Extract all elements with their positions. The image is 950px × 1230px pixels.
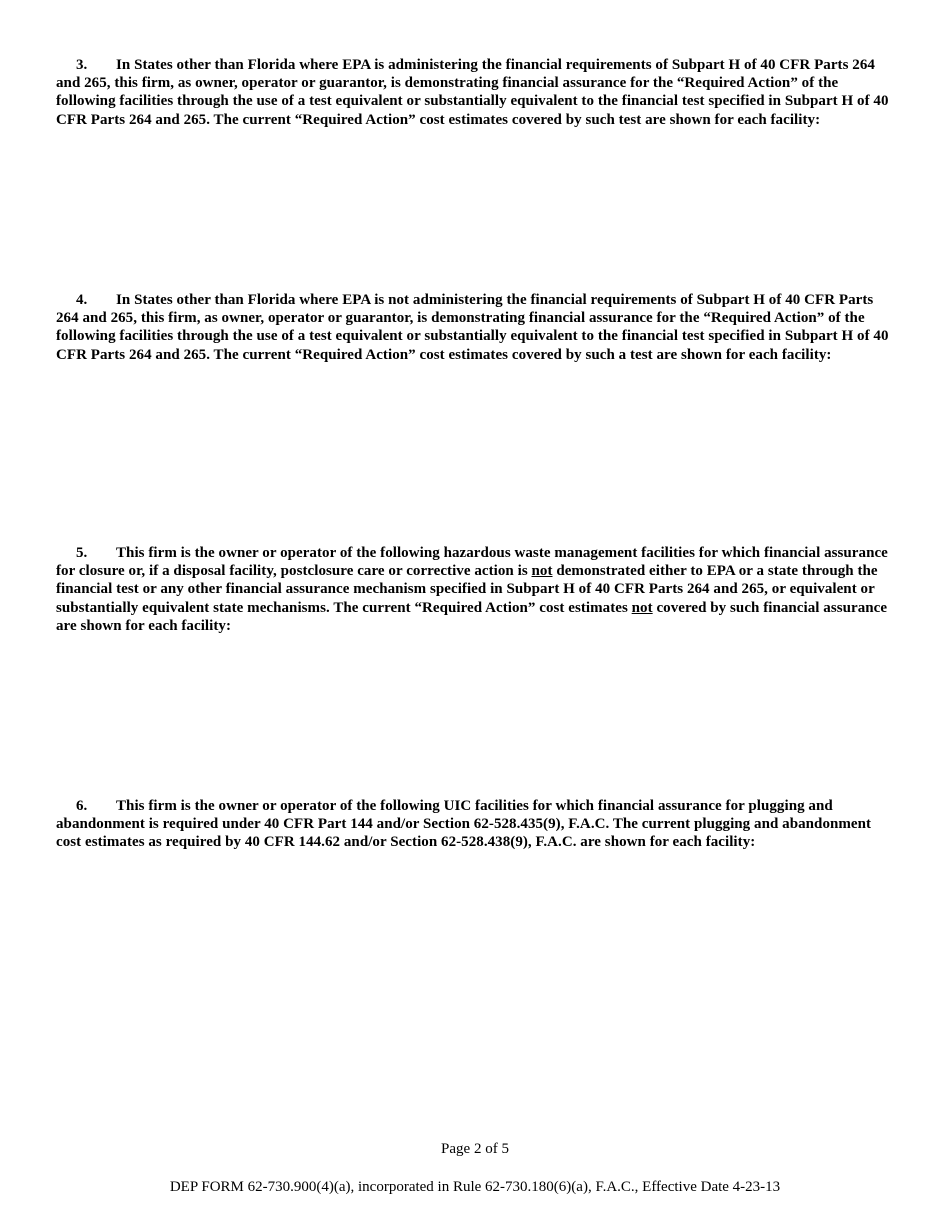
- paragraph-number: 5.: [76, 545, 88, 561]
- paragraph-text: In States other than Florida where EPA is administering the financial requirements of Subpart H of 40 CFR Parts 264 and 265, this firm, as owner, operator or guarantor, is demonstrating financial assurance for the “Required Action” of the following facilities through the use of a test equivalent or substantially equivalent to the financial test specified in Subpart H of 40 CFR Parts 264 and 265. The current “Required Action” cost estimates covered by such test are shown for each facility:: [56, 57, 889, 128]
- paragraph-text: This firm is the owner or operator of the following hazardous waste management facilities for which financial assurance for closure or, if a disposal facility, postclosure care or corrective action is: [56, 545, 888, 580]
- paragraph-4: [56, 291, 896, 364]
- paragraph-text: This firm is the owner or operator of the following UIC facilities for which financial assurance for plugging and abandonment is required under 40 CFR Part 144 and/or Section 62-528.435(9), F.A.C. The current plugging and abandonment cost estimates as required by 40 CFR 144.62 and/or Section 62-528.438(9), F.A.C. are shown for each facility:: [56, 798, 872, 851]
- paragraph-number: 3.: [76, 57, 88, 73]
- underlined-not: not: [531, 563, 553, 580]
- underlined-not: not: [631, 599, 653, 616]
- paragraph-6: [56, 797, 896, 852]
- form-footer: DEP FORM 62-730.900(4)(a), incorporated in Rule 62-730.180(6)(a), F.A.C., Effective Date 4-23-13: [169, 1179, 781, 1195]
- paragraph-5: [56, 544, 896, 635]
- paragraph-text: demonstrated either to EPA or a state through the financial test or any other financial assurance mechanism specified in Subpart H of 40 CFR Parts 264 and 265, or equivalent or substantially equivalent state mechanisms. The current “Required Action” cost estimates: [56, 563, 878, 616]
- paragraph-text: covered by such financial assurance are shown for each facility:: [56, 599, 888, 634]
- paragraph-3: [56, 56, 896, 129]
- page-number: Page 2 of 5: [441, 1141, 509, 1157]
- paragraph-text: In States other than Florida where EPA is not administering the financial requirements of Subpart H of 40 CFR Parts 264 and 265, this firm, as owner, operator or guarantor, is demonstrating financial assurance for the “Required Action” of the following facilities through the use of a test equivalent or substantially equivalent to the financial test specified in Subpart H of 40 CFR Parts 264 and 265. The current “Required Action” cost estimates covered by such a test are shown for each facility:: [56, 292, 889, 363]
- paragraph-number: 4.: [76, 292, 88, 308]
- paragraph-number: 6.: [76, 798, 88, 814]
